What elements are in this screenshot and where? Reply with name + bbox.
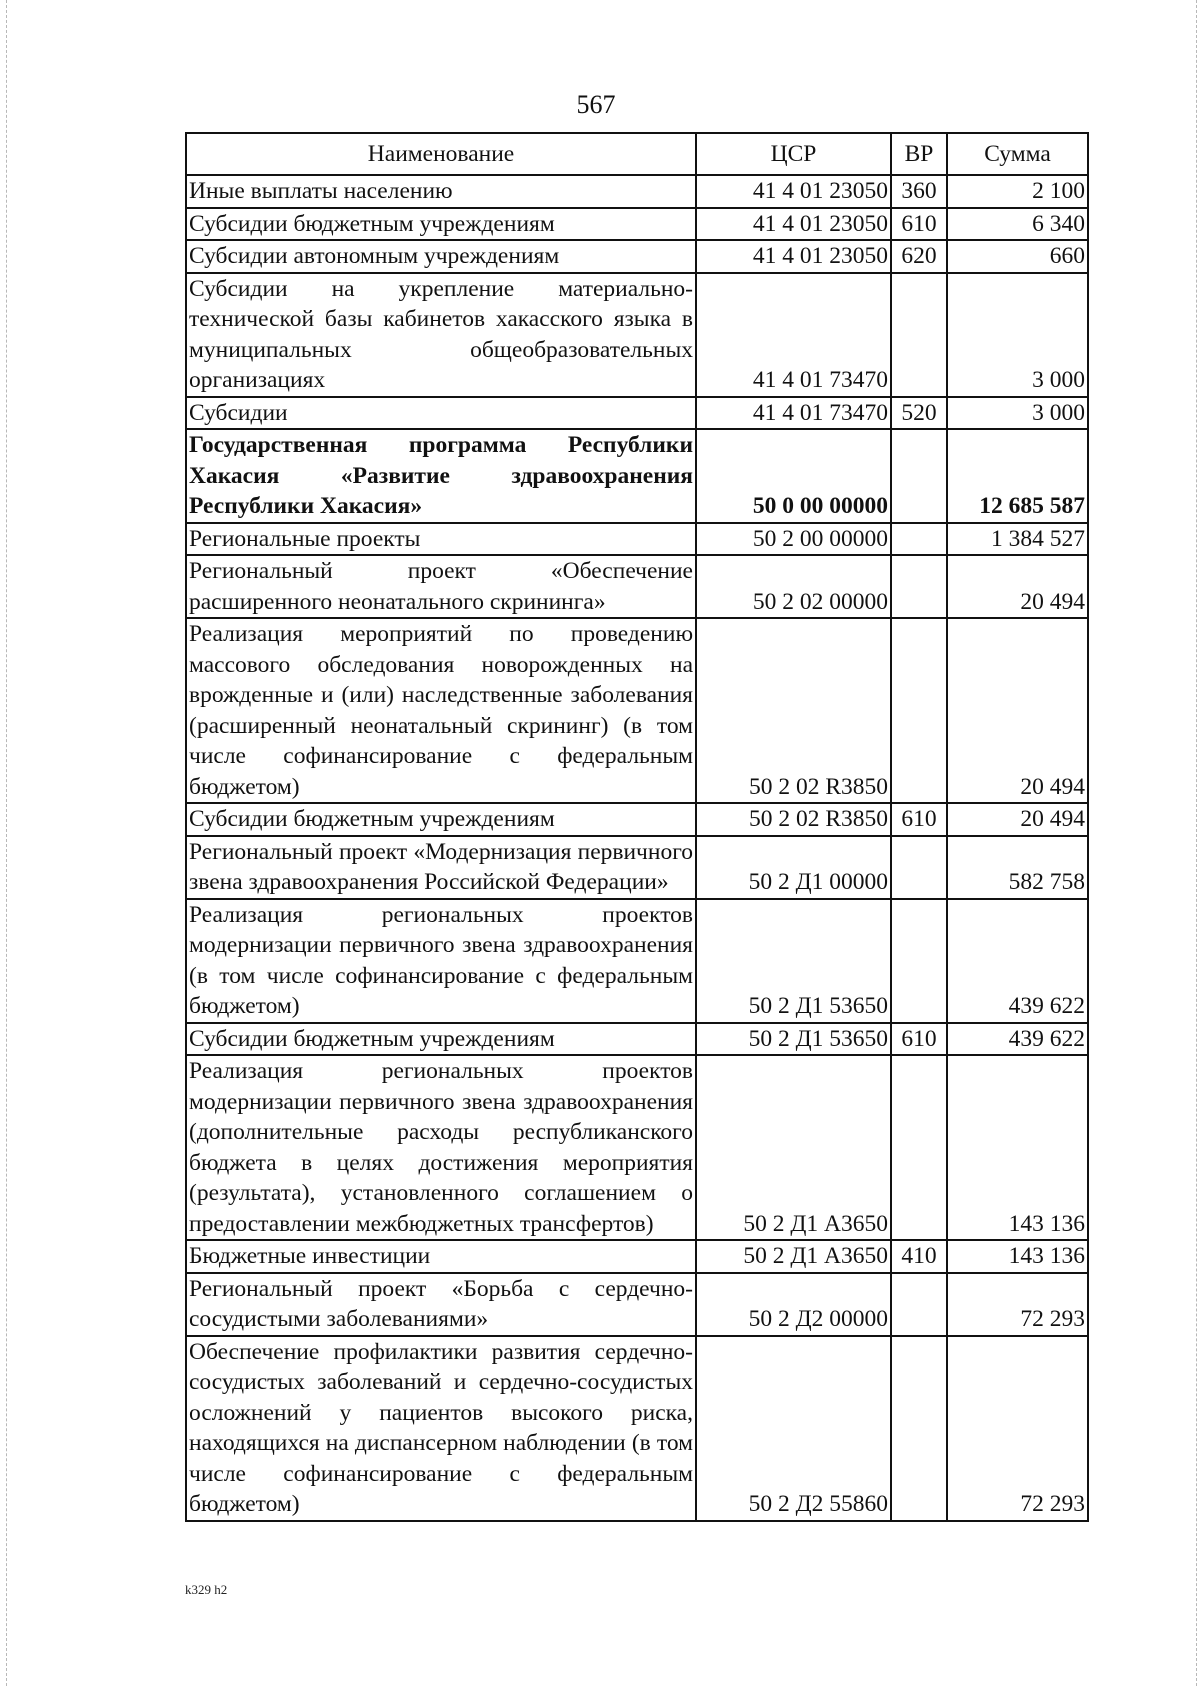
table-row: [186, 1336, 1088, 1521]
page-number: 567: [576, 90, 616, 119]
row-csr-cell: 50 2 00 00000: [696, 523, 891, 556]
row-vr-cell: 520: [891, 397, 947, 430]
row-name-cell: Иные выплаты населению: [186, 175, 696, 208]
row-vr-cell: 610: [891, 803, 947, 836]
row-sum-cell: 143 136: [947, 1055, 1088, 1240]
row-csr-cell: 50 2 Д2 00000: [696, 1273, 891, 1336]
row-vr-cell: [891, 836, 947, 899]
table-row: [186, 273, 1088, 397]
table-row: [186, 208, 1088, 241]
row-name-cell: Региональные проекты: [186, 523, 696, 556]
row-csr-cell: 41 4 01 23050: [696, 175, 891, 208]
row-name-cell: Обеспечение профилактики развития сердечно-сосудистых заболеваний и сердечно-сосудистых осложнений у пациентов высокого риска, находящихся на диспансерном наблюдении (в том числе софинансирование с федеральным бюджетом): [186, 1336, 696, 1521]
row-csr-cell: 50 2 Д1 00000: [696, 836, 891, 899]
document-code: k329 h2: [185, 1582, 228, 1597]
row-vr-cell: [891, 273, 947, 397]
row-csr-cell: 50 0 00 00000: [696, 429, 891, 523]
row-sum-cell: 20 494: [947, 555, 1088, 618]
table-row: [186, 836, 1088, 899]
row-name-cell: Субсидии на укрепление материально-технической базы кабинетов хакасского языка в муниципальных общеобразовательных организациях: [186, 273, 696, 397]
header-sum: Сумма: [947, 133, 1088, 175]
row-vr-cell: [891, 899, 947, 1023]
row-csr-cell: 50 2 02 R3850: [696, 618, 891, 803]
row-csr-cell: 41 4 01 23050: [696, 208, 891, 241]
row-name-cell: Бюджетные инвестиции: [186, 1240, 696, 1273]
row-sum-cell: 72 293: [947, 1273, 1088, 1336]
header-name: Наименование: [186, 133, 696, 175]
row-csr-cell: 50 2 Д1 А3650: [696, 1240, 891, 1273]
row-vr-cell: 360: [891, 175, 947, 208]
row-sum-cell: 439 622: [947, 899, 1088, 1023]
table-body: [186, 175, 1088, 1521]
row-name-cell: Субсидии: [186, 397, 696, 430]
row-vr-cell: [891, 523, 947, 556]
row-sum-cell: 439 622: [947, 1023, 1088, 1056]
row-csr-cell: 50 2 Д1 53650: [696, 899, 891, 1023]
table-row: [186, 1273, 1088, 1336]
page-edge-right: [1196, 0, 1197, 1686]
row-name-cell: Реализация региональных проектов модернизации первичного звена здравоохранения (дополнительные расходы республиканского бюджета в целях достижения мероприятия (результата), установленного соглашением о предоставлении межбюджетных трансфертов): [186, 1055, 696, 1240]
row-sum-cell: 6 340: [947, 208, 1088, 241]
table-row: [186, 803, 1088, 836]
table-row: [186, 175, 1088, 208]
table-row: [186, 240, 1088, 273]
row-csr-cell: 50 2 02 R3850: [696, 803, 891, 836]
row-csr-cell: 50 2 Д2 55860: [696, 1336, 891, 1521]
row-name-cell: Субсидии автономным учреждениям: [186, 240, 696, 273]
row-sum-cell: 660: [947, 240, 1088, 273]
table-header-row: [186, 133, 1088, 175]
row-name-cell: Государственная программа Республики Хакасия «Развитие здравоохранения Республики Хакасия»: [186, 429, 696, 523]
row-csr-cell: 50 2 02 00000: [696, 555, 891, 618]
table-row: [186, 899, 1088, 1023]
row-vr-cell: [891, 1055, 947, 1240]
row-csr-cell: 41 4 01 23050: [696, 240, 891, 273]
row-vr-cell: [891, 1273, 947, 1336]
row-name-cell: Региональный проект «Обеспечение расширенного неонатального скрининга»: [186, 555, 696, 618]
row-vr-cell: [891, 618, 947, 803]
row-name-cell: Субсидии бюджетным учреждениям: [186, 1023, 696, 1056]
budget-table: [185, 132, 1089, 1522]
row-sum-cell: 1 384 527: [947, 523, 1088, 556]
table-row: [186, 397, 1088, 430]
row-vr-cell: [891, 1336, 947, 1521]
row-sum-cell: 2 100: [947, 175, 1088, 208]
row-sum-cell: 3 000: [947, 273, 1088, 397]
table-row: [186, 1055, 1088, 1240]
row-name-cell: Субсидии бюджетным учреждениям: [186, 208, 696, 241]
row-csr-cell: 50 2 Д1 А3650: [696, 1055, 891, 1240]
row-vr-cell: 620: [891, 240, 947, 273]
row-name-cell: Субсидии бюджетным учреждениям: [186, 803, 696, 836]
row-sum-cell: 143 136: [947, 1240, 1088, 1273]
row-sum-cell: 3 000: [947, 397, 1088, 430]
row-sum-cell: 72 293: [947, 1336, 1088, 1521]
row-vr-cell: 610: [891, 1023, 947, 1056]
row-sum-cell: 582 758: [947, 836, 1088, 899]
row-sum-cell: 20 494: [947, 618, 1088, 803]
table-row: [186, 429, 1088, 523]
row-vr-cell: 610: [891, 208, 947, 241]
row-sum-cell: 12 685 587: [947, 429, 1088, 523]
row-name-cell: Региональный проект «Борьба с сердечно-сосудистыми заболеваниями»: [186, 1273, 696, 1336]
row-sum-cell: 20 494: [947, 803, 1088, 836]
row-vr-cell: [891, 555, 947, 618]
row-vr-cell: 410: [891, 1240, 947, 1273]
header-vr: ВР: [891, 133, 947, 175]
row-csr-cell: 50 2 Д1 53650: [696, 1023, 891, 1056]
table-row: [186, 523, 1088, 556]
table-row: [186, 1023, 1088, 1056]
header-csr: ЦСР: [696, 133, 891, 175]
row-vr-cell: [891, 429, 947, 523]
table-row: [186, 618, 1088, 803]
row-name-cell: Реализация региональных проектов модернизации первичного звена здравоохранения (в том числе софинансирование с федеральным бюджетом): [186, 899, 696, 1023]
page-edge-left: [6, 0, 7, 1686]
row-name-cell: Региональный проект «Модернизация первичного звена здравоохранения Российской Федерации»: [186, 836, 696, 899]
table-row: [186, 555, 1088, 618]
row-csr-cell: 41 4 01 73470: [696, 397, 891, 430]
row-csr-cell: 41 4 01 73470: [696, 273, 891, 397]
row-name-cell: Реализация мероприятий по проведению массового обследования новорожденных на врожденные и (или) наследственные заболевания (расширенный неонатальный скрининг) (в том числе софинансирование с федеральным бюджетом): [186, 618, 696, 803]
table-row: [186, 1240, 1088, 1273]
